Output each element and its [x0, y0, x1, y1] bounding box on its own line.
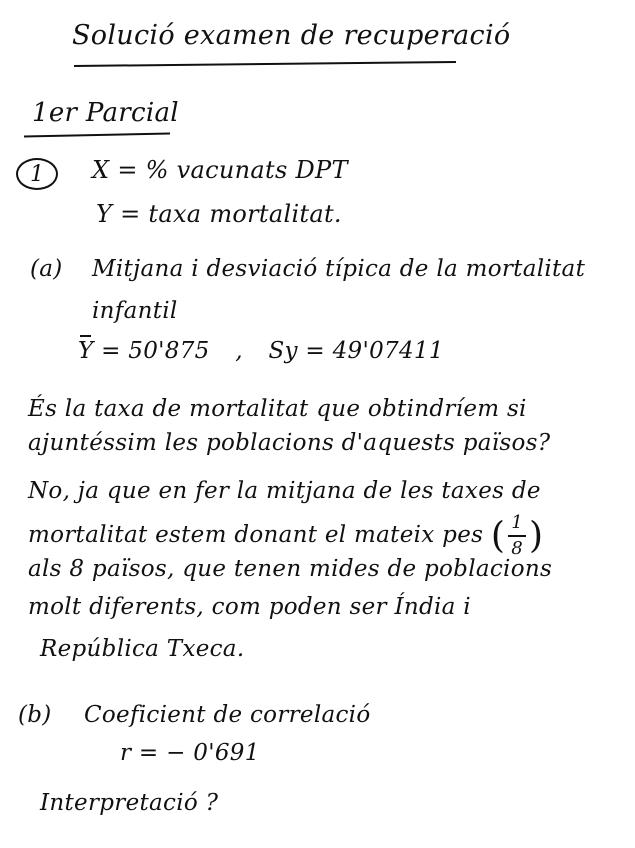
- mean-value: = 50'875: [101, 338, 210, 364]
- correlation-value: r = − 0'691: [120, 740, 260, 766]
- section-heading: 1er Parcial: [32, 98, 179, 128]
- part-a-prompt-line2: infantil: [92, 298, 178, 324]
- fraction-numerator: 1: [511, 512, 523, 533]
- question-number-badge: [16, 158, 58, 190]
- fraction-bar: [508, 535, 526, 537]
- question-line2: ajuntéssim les poblacions d'aquests països?: [28, 430, 551, 456]
- std-dev-value: Sy = 49'07411: [268, 338, 444, 364]
- part-b-prompt: Coeficient de correlació: [84, 702, 371, 728]
- title-underline: [74, 61, 456, 67]
- answer-line2-text: mortalitat estem donant el mateix pes: [28, 521, 484, 548]
- answer-line4: molt diferents, com poden ser Índia i: [28, 594, 471, 620]
- part-b-label: (b): [18, 702, 52, 728]
- comma-separator: ,: [235, 338, 243, 364]
- page-title: Solució examen de recuperació: [72, 20, 511, 51]
- fraction-denominator: 8: [511, 537, 523, 559]
- question-number: 1: [30, 161, 44, 187]
- mean-sd-line: [78, 338, 444, 364]
- interpretation-prompt: Interpretació ?: [40, 790, 219, 816]
- question-line1: És la taxa de mortalitat que obtindríem si: [28, 396, 527, 422]
- one-eighth-fraction: [508, 514, 526, 558]
- y-bar-symbol: Y: [78, 338, 94, 364]
- answer-line1: No, ja que en fer la mitjana de les taxes de: [28, 478, 541, 504]
- answer-line3: als 8 països, que tenen mides de poblacions: [28, 556, 553, 582]
- x-definition: X = % vacunats DPT: [92, 156, 348, 184]
- open-paren: (: [490, 515, 506, 557]
- part-a-label: (a): [30, 256, 63, 282]
- section-underline: [24, 132, 170, 137]
- close-paren: ): [528, 515, 544, 557]
- y-definition: Y = taxa mortalitat.: [96, 200, 342, 228]
- part-a-prompt-line1: Mitjana i desviació típica de la mortalitat: [92, 256, 586, 282]
- answer-line2: [28, 514, 543, 558]
- answer-line5: República Txeca.: [40, 636, 245, 662]
